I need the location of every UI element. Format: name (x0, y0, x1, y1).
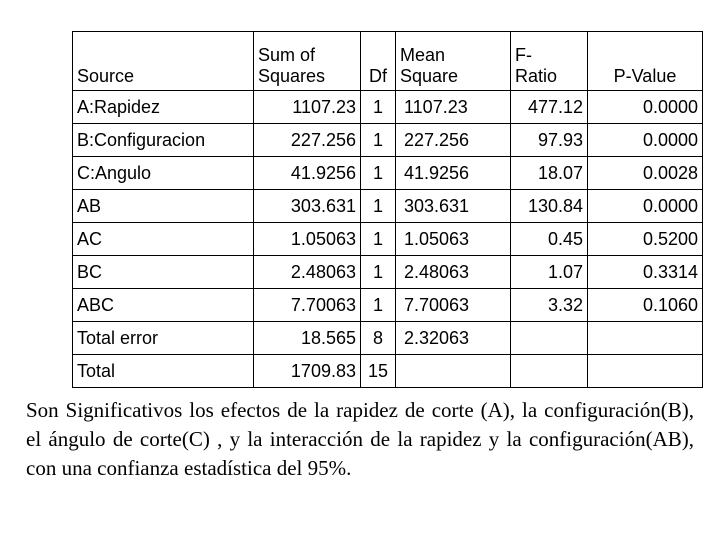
cell-mean-square: 2.32063 (396, 322, 511, 355)
cell-source: BC (73, 256, 254, 289)
header-df-label: Df (369, 66, 387, 87)
cell-df: 1 (361, 256, 396, 289)
header-ss-line2: Squares (258, 66, 326, 87)
cell-f-ratio: 477.12 (511, 91, 588, 124)
cell-p-value: 0.5200 (588, 223, 703, 256)
cell-f-ratio: 3.32 (511, 289, 588, 322)
header-p-label: P-Value (613, 66, 677, 87)
cell-df: 1 (361, 289, 396, 322)
cell-sum-of-squares: 41.9256 (254, 157, 361, 190)
cell-df: 15 (361, 355, 396, 388)
cell-sum-of-squares: 7.70063 (254, 289, 361, 322)
cell-p-value: 0.0000 (588, 190, 703, 223)
cell-f-ratio: 1.07 (511, 256, 588, 289)
anova-body (73, 91, 703, 388)
header-source (73, 32, 254, 91)
cell-source: C:Angulo (73, 157, 254, 190)
cell-sum-of-squares: 1.05063 (254, 223, 361, 256)
table-row (73, 223, 703, 256)
table-row (73, 355, 703, 388)
cell-mean-square: 41.9256 (396, 157, 511, 190)
table-row (73, 190, 703, 223)
cell-source: B:Configuracion (73, 124, 254, 157)
cell-df: 1 (361, 157, 396, 190)
cell-sum-of-squares: 2.48063 (254, 256, 361, 289)
cell-df: 1 (361, 124, 396, 157)
cell-p-value (588, 355, 703, 388)
cell-mean-square: 303.631 (396, 190, 511, 223)
header-row (73, 32, 703, 91)
cell-f-ratio: 0.45 (511, 223, 588, 256)
cell-sum-of-squares: 227.256 (254, 124, 361, 157)
header-ms-line2: Square (400, 66, 459, 87)
cell-source: Total error (73, 322, 254, 355)
header-ss-line1: Sum of (258, 44, 316, 65)
header-f-line2: Ratio (515, 66, 558, 87)
cell-f-ratio: 130.84 (511, 190, 588, 223)
cell-p-value: 0.0000 (588, 91, 703, 124)
table-row (73, 322, 703, 355)
cell-source: A:Rapidez (73, 91, 254, 124)
cell-mean-square: 1107.23 (396, 91, 511, 124)
cell-f-ratio (511, 322, 588, 355)
cell-mean-square (396, 355, 511, 388)
cell-sum-of-squares: 1107.23 (254, 91, 361, 124)
cell-source: Total (73, 355, 254, 388)
cell-f-ratio (511, 355, 588, 388)
cell-mean-square: 227.256 (396, 124, 511, 157)
cell-df: 1 (361, 190, 396, 223)
table-row (73, 289, 703, 322)
cell-df: 1 (361, 223, 396, 256)
table-row (73, 124, 703, 157)
cell-p-value: 0.0000 (588, 124, 703, 157)
cell-p-value: 0.0028 (588, 157, 703, 190)
cell-source: AC (73, 223, 254, 256)
anova-table (72, 31, 703, 388)
cell-mean-square: 7.70063 (396, 289, 511, 322)
cell-sum-of-squares: 18.565 (254, 322, 361, 355)
table-row (73, 256, 703, 289)
header-f-line1: F- (515, 44, 532, 65)
header-f-ratio (511, 32, 588, 91)
cell-f-ratio: 97.93 (511, 124, 588, 157)
cell-source: AB (73, 190, 254, 223)
anova-header (73, 32, 703, 91)
table-row (73, 91, 703, 124)
conclusion-text: Son Significativos los efectos de la rapidez de corte (A), la configuración(B), el ángulo de corte(C) , y la interacción de la rapidez y la configuración(AB), con una confianza estadística del 95%. (26, 398, 694, 480)
cell-f-ratio: 18.07 (511, 157, 588, 190)
cell-p-value (588, 322, 703, 355)
header-df (361, 32, 396, 91)
cell-df: 1 (361, 91, 396, 124)
cell-df: 8 (361, 322, 396, 355)
cell-sum-of-squares: 303.631 (254, 190, 361, 223)
cell-mean-square: 1.05063 (396, 223, 511, 256)
cell-p-value: 0.1060 (588, 289, 703, 322)
header-sum-of-squares (254, 32, 361, 91)
cell-source: ABC (73, 289, 254, 322)
header-mean-square (396, 32, 511, 91)
header-source-label: Source (77, 66, 135, 87)
header-ms-line1: Mean (400, 44, 446, 65)
cell-sum-of-squares: 1709.83 (254, 355, 361, 388)
header-p-value (588, 32, 703, 91)
cell-p-value: 0.3314 (588, 256, 703, 289)
table-row (73, 157, 703, 190)
cell-mean-square: 2.48063 (396, 256, 511, 289)
